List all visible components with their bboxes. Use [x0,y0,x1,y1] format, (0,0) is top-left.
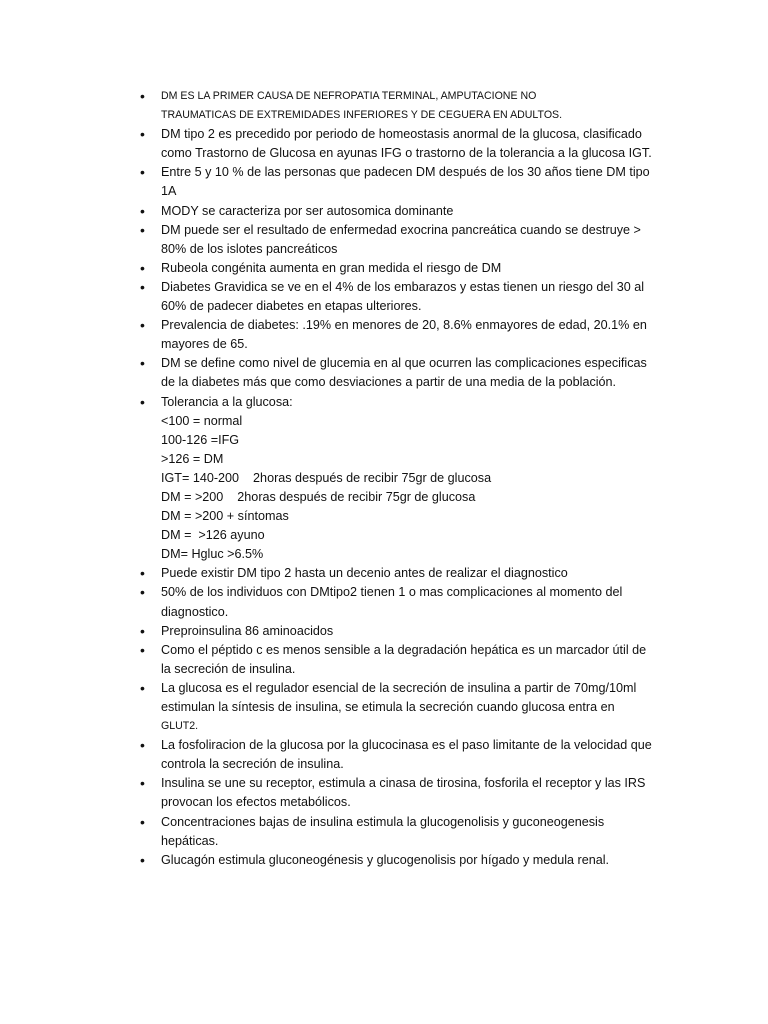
list-item [140,163,661,201]
list-item [140,851,661,870]
list-item-line: GLUT2. [161,720,199,733]
list-item-line: 80% de los islotes pancreáticos [161,241,338,256]
bullet-icon: • [140,259,145,276]
list-item-line: DM= Hgluc >6.5% [161,547,264,562]
bullet-icon: • [140,202,145,219]
list-item [140,125,661,163]
list-item [140,221,661,259]
list-item-line: La glucosa es el regulador esencial de la secreción de insulina a partir de 70mg/10ml [161,680,637,695]
bullet-icon: • [140,355,145,372]
list-item [140,316,661,354]
list-item-line: 50% de los individuos con DMtipo2 tienen 1 o mas complicaciones al momento del [161,585,623,600]
list-item-line: Preproinsulina 86 aminoacidos [161,623,334,638]
list-item-line: 1A [161,184,177,199]
list-item-line: DM tipo 2 es precedido por periodo de homeostasis anormal de la glucosa, clasificado [161,127,642,142]
list-item [140,583,661,621]
list-item-line: Insulina se une su receptor, estimula a cinasa de tirosina, fosforila el receptor y las IRS [161,776,646,791]
list-item [140,622,661,641]
bullet-icon: • [140,737,145,754]
list-item-line: 60% de padecer diabetes en etapas ulteriores. [161,299,422,314]
list-item [140,813,661,851]
list-item [140,354,661,392]
list-item-line: estimulan la síntesis de insulina, se etimula la secreción cuando glucosa entra en [161,700,615,714]
list-item [140,259,661,278]
list-item-line: de la diabetes más que como desviaciones a partir de una media de la población. [161,375,617,390]
bullet-icon: • [140,393,145,410]
bullet-icon: • [140,813,145,830]
list-item-line: <100 = normal [161,413,243,428]
list-item-line: Concentraciones bajas de insulina estimula la glucogenolisis y guconeogenesis [161,814,605,829]
bullet-icon: • [140,221,145,238]
list-item-line: la secreción de insulina. [161,661,296,676]
list-item-line: Prevalencia de diabetes: .19% en menores de 20, 8.6% enmayores de edad, 20.1% en [161,318,647,333]
list-item-line: 100-126 =IFG [161,432,240,447]
bullet-icon: • [140,317,145,334]
bullet-icon: • [140,565,145,582]
bullet-icon: • [140,641,145,658]
list-item [140,774,661,812]
list-item [140,393,661,565]
list-item-line: hepáticas. [161,833,219,848]
bullet-icon: • [140,622,145,639]
list-item [140,87,661,125]
list-item-line: controla la secreción de insulina. [161,757,344,772]
list-item [140,679,661,736]
list-item-line: Entre 5 y 10 % de las personas que padecen DM después de los 30 años tiene DM tipo [161,165,650,180]
list-item-line: DM puede ser el resultado de enfermedad exocrina pancreática cuando se destruye > [161,222,641,237]
list-item-line: como Trastorno de Glucosa en ayunas IFG o trastorno de la tolerancia a la glucosa IGT. [161,146,652,161]
list-item [140,736,661,774]
list-item-line: Puede existir DM tipo 2 hasta un decenio antes de realizar el diagnostico [161,566,568,581]
list-item [140,564,661,583]
list-item-line: TRAUMATICAS DE EXTREMIDADES INFERIORES Y DE CEGUERA EN ADULTOS. [161,109,563,122]
list-item-line: DM = >126 ayuno [161,528,265,543]
bullet-icon: • [140,278,145,295]
list-item-line: Diabetes Gravidica se ve en el 4% de los embarazos y estas tienen un riesgo del 30 al [161,279,645,294]
bullet-icon: • [140,775,145,792]
list-item-line: >126 = DM [161,451,224,466]
bullet-icon: • [140,679,145,696]
list-item-line: Como el péptido c es menos sensible a la degradación hepática es un marcador útil de [161,642,647,657]
list-item [140,641,661,679]
bullet-icon: • [140,126,145,143]
list-item [140,202,661,221]
bullet-list [140,87,661,870]
list-item-line: Glucagón estimula gluconeogénesis y glucogenolisis por hígado y medula renal. [161,852,610,867]
list-item-line: Rubeola congénita aumenta en gran medida el riesgo de DM [161,260,502,275]
list-item-line: La fosfoliracion de la glucosa por la glucocinasa es el paso limitante de la velocidad que [161,738,652,753]
bullet-icon: • [140,851,145,868]
list-item-line: mayores de 65. [161,337,248,352]
list-item-line: DM se define como nivel de glucemia en al que ocurren las complicaciones especificas [161,356,647,371]
bullet-icon: • [140,584,145,601]
bullet-icon: • [140,88,145,104]
list-item-line: DM ES LA PRIMER CAUSA DE NEFROPATIA TERMINAL, AMPUTACIONE NO [161,90,537,102]
list-item-line: diagnostico. [161,604,229,619]
list-item-line: IGT= 140-200 2horas después de recibir 75gr de glucosa [161,470,492,485]
list-item [140,278,661,316]
bullet-icon: • [140,164,145,181]
list-item-line: DM = >200 + síntomas [161,509,289,524]
list-item-line: Tolerancia a la glucosa: [161,394,293,409]
list-item-line: DM = >200 2horas después de recibir 75gr de glucosa [161,489,476,504]
list-item-line: MODY se caracteriza por ser autosomica dominante [161,203,454,218]
list-item-line: provocan los efectos metabólicos. [161,795,351,810]
